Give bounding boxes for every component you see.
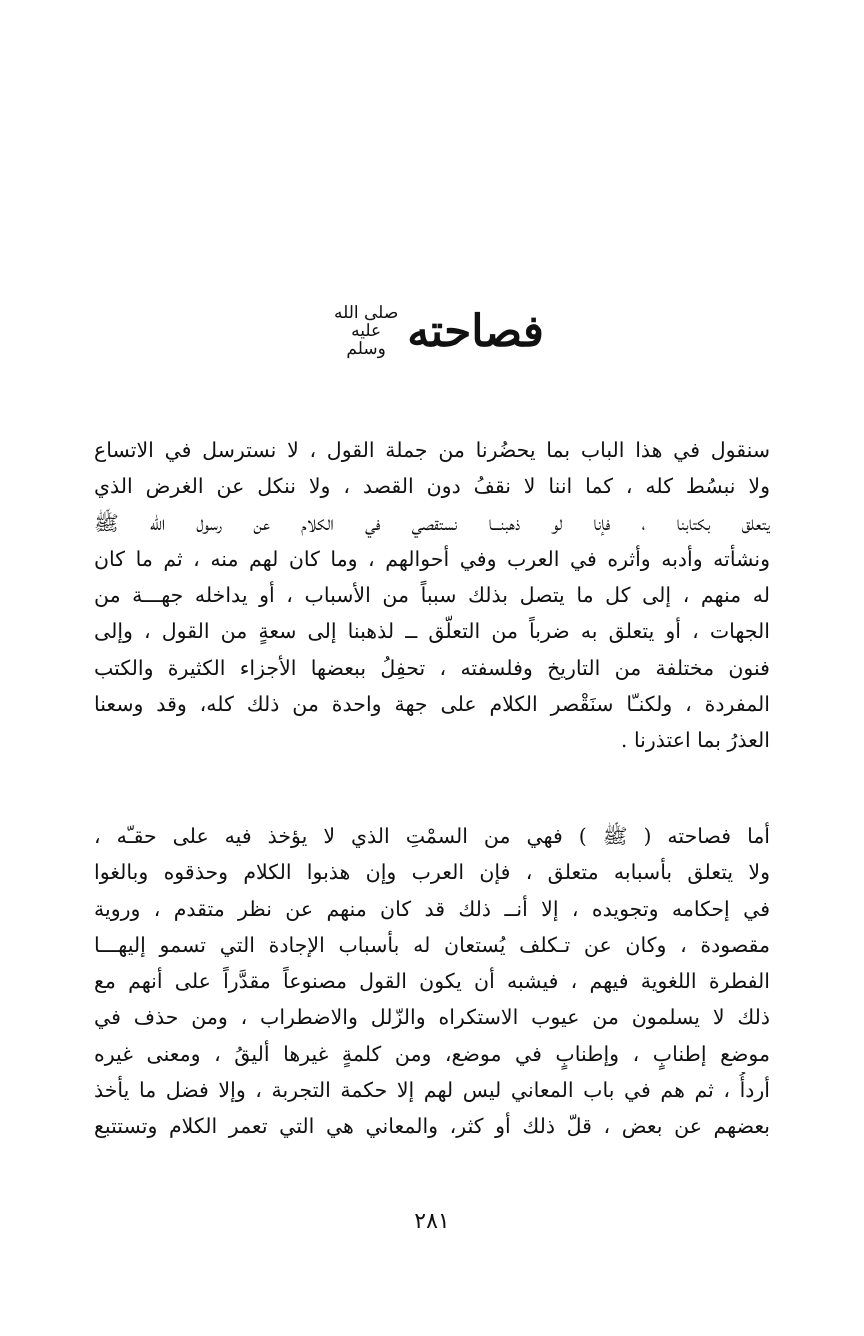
- chapter-title: فصاحته: [407, 305, 544, 357]
- text-line: ونشأته وأدبه وأثره في العرب وفي أحوالهم ، وما كان لهم منه ، ثم ما كان: [94, 546, 770, 571]
- text-line: أما فصاحته ( ﷺ ) فهي من السمْتِ الذي لا يؤخذ فيه على حقـّه ،: [94, 824, 770, 848]
- text-line: في إحكامه وتجويده ، إلا أنــ ذلك قد كان منهم عن نظر متقدم ، وروية: [94, 896, 770, 921]
- text-line: المفردة ، ولكنـّا سنَقْصر الكلام على جهة واحدة من ذلك كله، وقد وسعنا: [94, 692, 770, 717]
- honorific-ligature: صلى الله عليه وسلم: [333, 303, 399, 359]
- paragraph-1: [94, 432, 770, 759]
- text-line: العذرُ بما اعتذرنا .: [620, 728, 770, 753]
- page-number: ٢٨١: [414, 1209, 450, 1234]
- text-line: ولا يتعلق بأسبابه متعلق ، فإن العرب وإن هذبوا الكلام وحذقوه وبالغوا: [94, 860, 770, 885]
- text-line: مقصودة ، وكان عن تـكلف يُستعان له بأسباب الإجادة التي تسمو إليهـــا: [94, 932, 770, 957]
- chapter-heading: [0, 305, 864, 359]
- text-line: الفطرة اللغوية فيهم ، فيشبه أن يكون القول مصنوعاً مقدَّراً على أنهم مع: [94, 969, 770, 994]
- text-line: بعضهم عن بعض ، قلّ ذلك أو كثر، والمعاني هي التي تعمر الكلام وتستتبع: [94, 1114, 770, 1139]
- text-line: له منهم ، إلى كل ما يتصل بذلك سبباً من الأسباب ، أو يداخله جهـــة من: [94, 583, 770, 608]
- text-line: ذلك لا يسلمون من عيوب الاستكراه والزّلل والاضطراب ، ومن حذف في: [94, 1005, 770, 1030]
- text-line: سنقول في هذا الباب بما يحضُرنا من جملة القول ، لا نسترسل في الاتساع: [94, 438, 770, 462]
- text-line: موضع إطنابٍ ، وإطنابٍ في موضع، ومن كلمةٍ غيرها أليقُ ، ومعنى غيره: [94, 1041, 770, 1066]
- paragraph-2: [94, 818, 770, 1145]
- text-line: الجهات ، أو يتعلق به ضرباً من التعلّق ــ لذهبنا إلى سعةٍ من القول ، وإلى: [94, 619, 770, 644]
- text-line: ولا نبسُط كله ، كما اننا لا نقفُ دون القصد ، ولا ننكل عن الغرض الذي: [94, 474, 770, 499]
- text-line: يتعلق بكتابنا ، فإنا لو ذهبنـــا نستقصي في الكلام عن رسول الله ﷺ: [94, 510, 770, 535]
- text-line: فنون مختلفة من التاريخ وفلسفته ، تحفِلُ ببعضها الأجزاء الكثيرة والكتب: [94, 655, 770, 680]
- text-line: أردأُ ، ثم هم في باب المعاني ليس لهم إلا حكمة التجربة ، وإلا فضل ما يأخذ: [94, 1078, 770, 1103]
